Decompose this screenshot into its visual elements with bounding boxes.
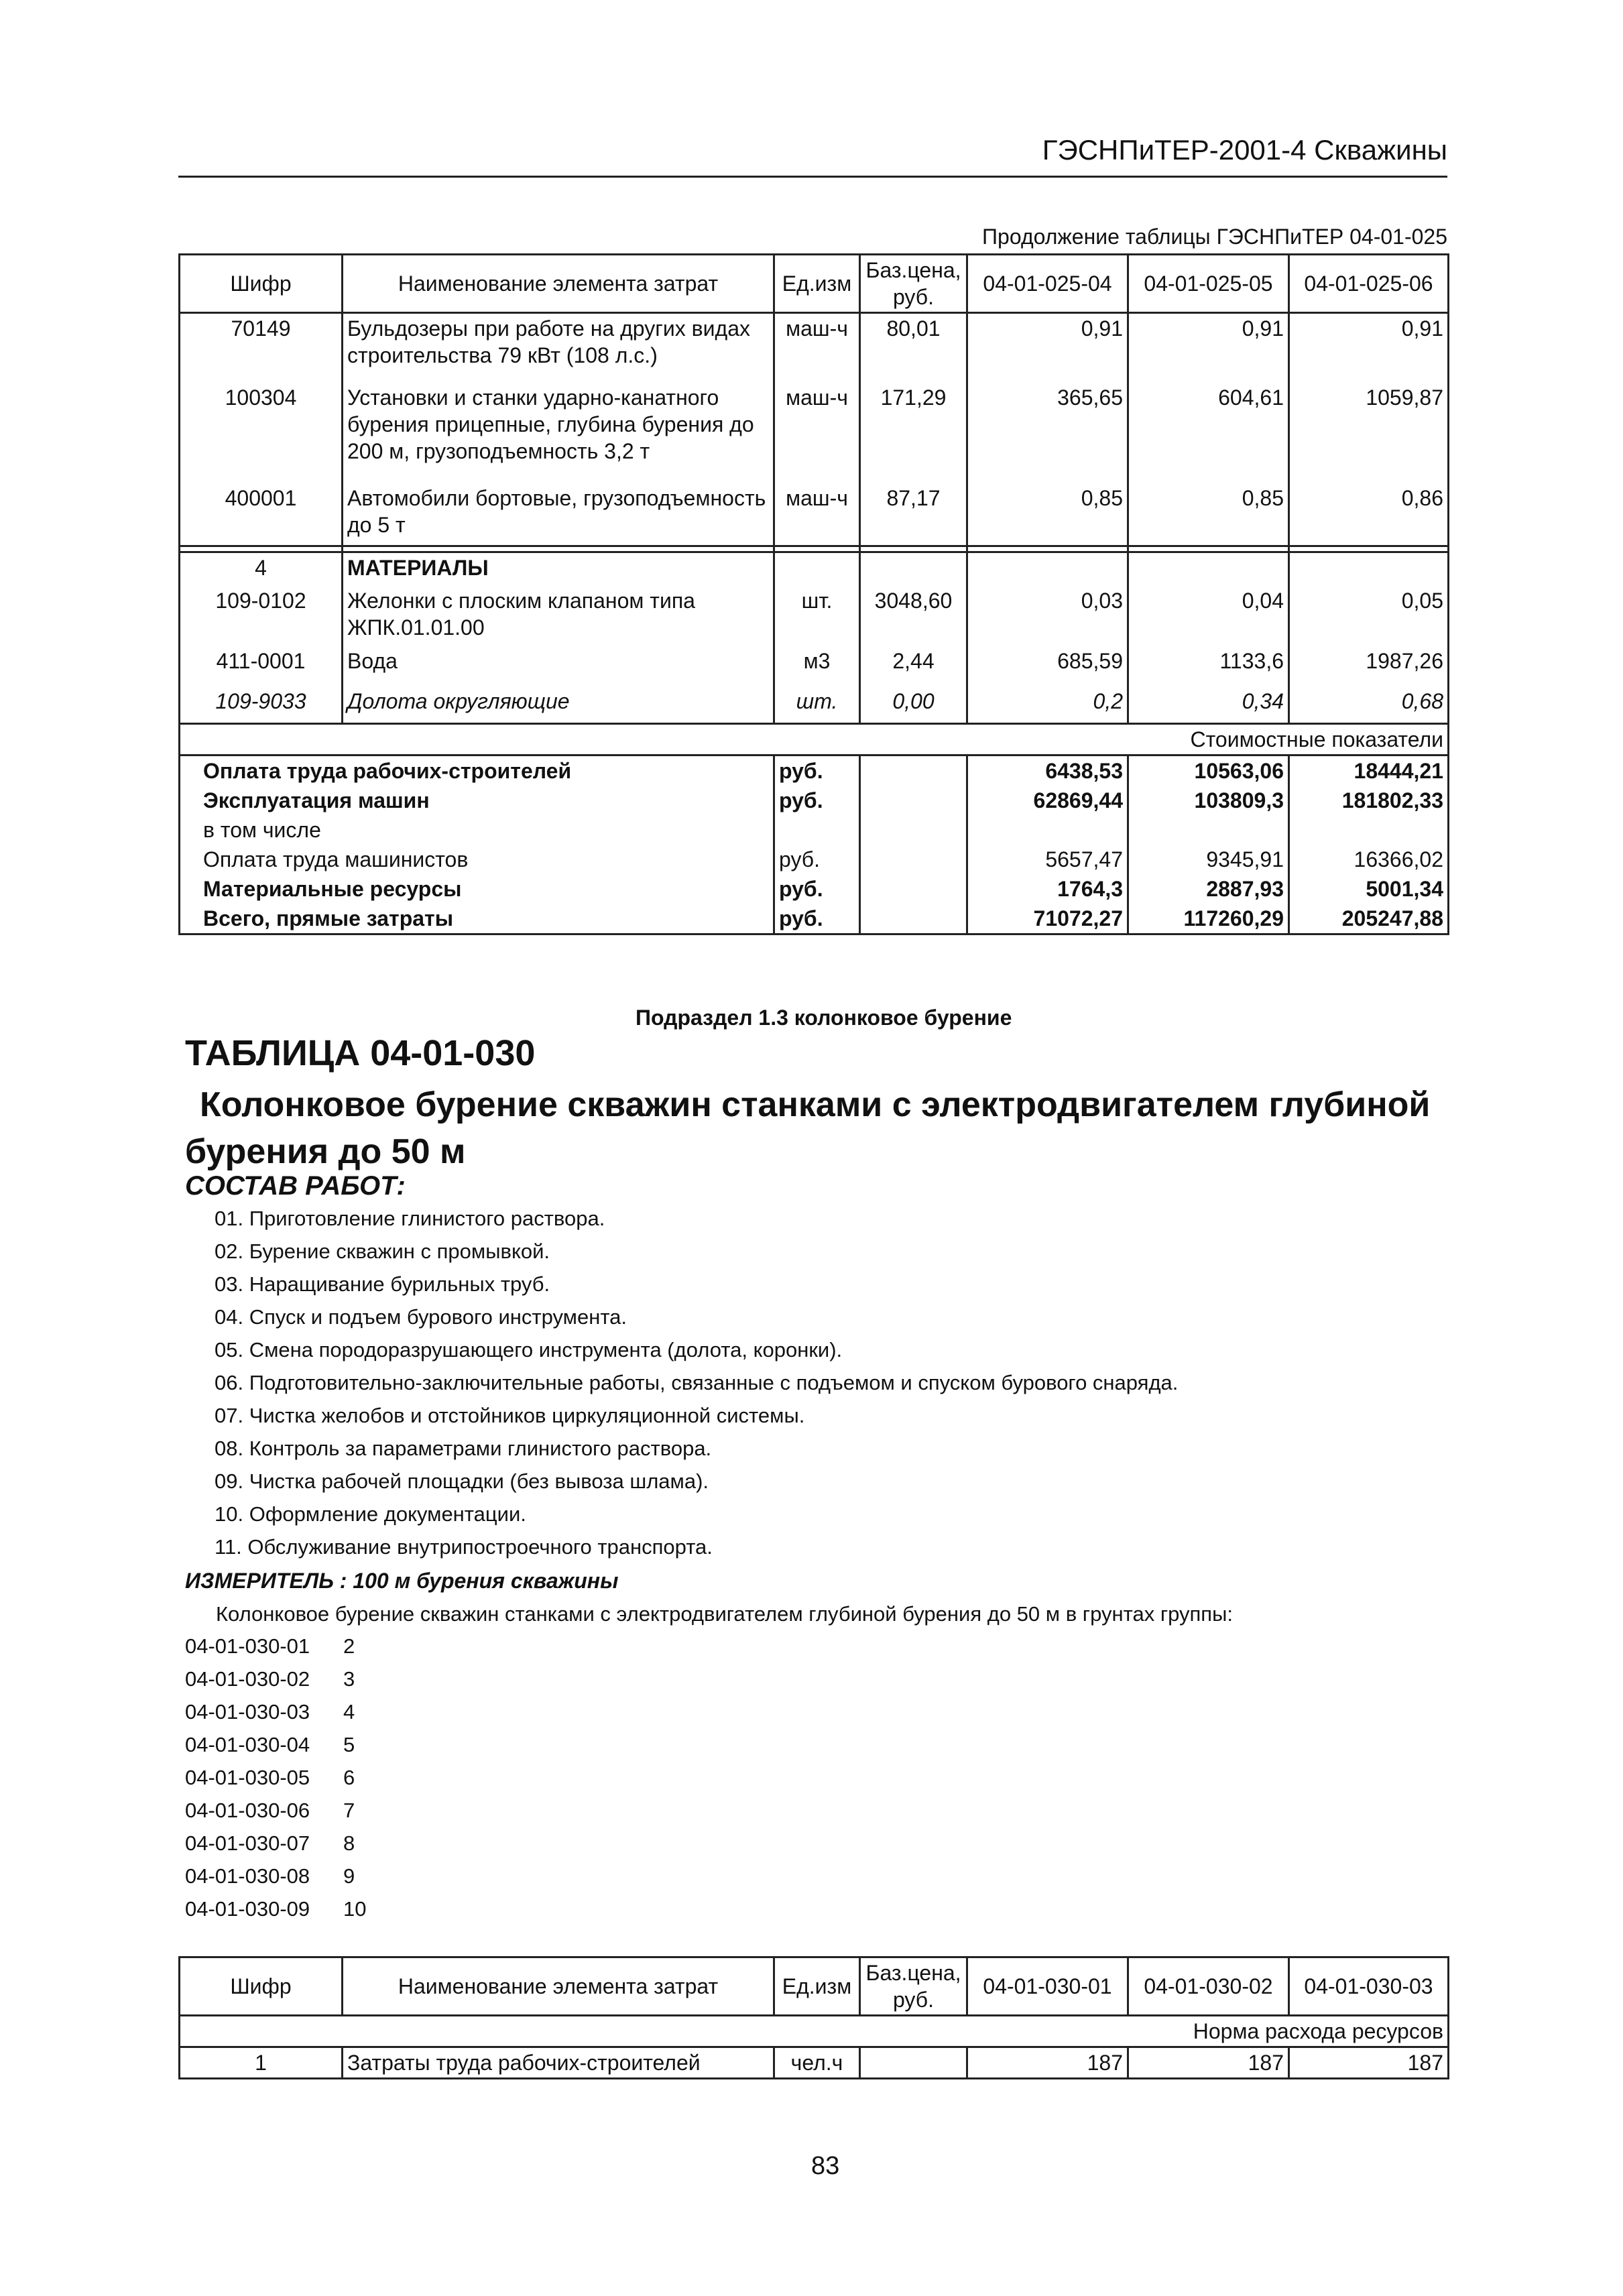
list-item: 11. Обслуживание внутрипостроечного транспорта. bbox=[215, 1535, 713, 1559]
norm-code: 04-01-030-03 bbox=[185, 1700, 310, 1724]
cost-v3: 18444,21 bbox=[1289, 756, 1449, 786]
cell-name: Установки и станки ударно-канатного бурения прицепные, глубина бурения до 200 м, грузоподъемность 3,2 т bbox=[343, 383, 774, 483]
cost-v1: 1764,3 bbox=[967, 874, 1128, 904]
cost-v3: 205247,88 bbox=[1289, 904, 1449, 934]
materials-section-row bbox=[180, 552, 1449, 586]
cost-v3: 181802,33 bbox=[1289, 786, 1449, 815]
cost-indicators-label: Стоимостные показатели bbox=[180, 724, 1449, 756]
table-continuation-note: Продолжение таблицы ГЭСНПиТЕР 04-01-025 bbox=[982, 225, 1447, 249]
cell-unit: шт. bbox=[774, 686, 860, 724]
cost-unit: руб. bbox=[774, 845, 860, 874]
cost-v3: 16366,02 bbox=[1289, 845, 1449, 874]
col-header-v2: 04-01-025-05 bbox=[1128, 255, 1289, 313]
soil-group: 10 bbox=[343, 1897, 367, 1921]
col-header-price: Баз.цена, руб. bbox=[860, 255, 967, 313]
cost-row bbox=[180, 786, 1449, 815]
cost-v2: 10563,06 bbox=[1128, 756, 1289, 786]
subsection-heading: Подраздел 1.3 колонковое бурение bbox=[636, 1006, 1012, 1030]
cell-name: Бульдозеры при работе на других видах строительства 79 кВт (108 л.с.) bbox=[343, 313, 774, 383]
norm-code: 04-01-030-06 bbox=[185, 1799, 310, 1822]
list-item: 10. Оформление документации. bbox=[215, 1502, 526, 1526]
col-header-code: Шифр bbox=[180, 1957, 343, 2016]
cost-row bbox=[180, 756, 1449, 786]
cost-v2 bbox=[1128, 815, 1289, 845]
cell-unit: маш-ч bbox=[774, 383, 860, 483]
norm-code: 04-01-030-02 bbox=[185, 1667, 310, 1691]
list-item: 01. Приготовление глинистого раствора. bbox=[215, 1207, 605, 1230]
cell-v3: 1059,87 bbox=[1289, 383, 1449, 483]
page-number: 83 bbox=[811, 2152, 840, 2180]
cell-unit: шт. bbox=[774, 586, 860, 646]
soil-group: 9 bbox=[343, 1864, 355, 1888]
soil-group: 6 bbox=[343, 1766, 355, 1789]
cost-row bbox=[180, 815, 1449, 845]
cell-v1: 0,85 bbox=[967, 483, 1128, 546]
table-row bbox=[180, 383, 1449, 483]
cell-name: Желонки с плоским клапаном типа ЖПК.01.01.00 bbox=[343, 586, 774, 646]
cell-v3: 0,86 bbox=[1289, 483, 1449, 546]
norm-code: 04-01-030-05 bbox=[185, 1766, 310, 1789]
cost-v2: 117260,29 bbox=[1128, 904, 1289, 934]
cost-unit: руб. bbox=[774, 904, 860, 934]
table-row bbox=[180, 483, 1449, 546]
cell-v1: 365,65 bbox=[967, 383, 1128, 483]
cell-v2: 0,91 bbox=[1128, 313, 1289, 383]
norm-code: 04-01-030-09 bbox=[185, 1897, 310, 1921]
cell-code: 400001 bbox=[180, 483, 343, 546]
cell-unit: маш-ч bbox=[774, 313, 860, 383]
table-header-row bbox=[180, 1957, 1449, 2016]
page-title: Колонковое бурение скважин станками с электродвигателем глубиной бурения до 50 м bbox=[185, 1085, 1431, 1171]
cost-indicators-row bbox=[180, 724, 1449, 756]
col-header-code: Шифр bbox=[180, 255, 343, 313]
soil-group: 4 bbox=[343, 1700, 355, 1724]
cost-v2: 2887,93 bbox=[1128, 874, 1289, 904]
col-header-unit: Ед.изм bbox=[774, 255, 860, 313]
cost-v1: 6438,53 bbox=[967, 756, 1128, 786]
cost-name: Всего, прямые затраты bbox=[180, 904, 774, 934]
cell-price: 87,17 bbox=[860, 483, 967, 546]
list-item: 06. Подготовительно-заключительные работы, связанные с подъемом и спуском бурового снаряда. bbox=[215, 1371, 1179, 1394]
list-item: 03. Наращивание бурильных труб. bbox=[215, 1272, 550, 1296]
cell-v2: 0,85 bbox=[1128, 483, 1289, 546]
cell-v1: 187 bbox=[967, 2047, 1128, 2079]
cell-v1: 0,03 bbox=[967, 586, 1128, 646]
col-header-v2: 04-01-030-02 bbox=[1128, 1957, 1289, 2016]
table-row bbox=[180, 686, 1449, 724]
cost-unit bbox=[774, 815, 860, 845]
col-header-unit: Ед.изм bbox=[774, 1957, 860, 2016]
cost-unit: руб. bbox=[774, 786, 860, 815]
cell-v2: 604,61 bbox=[1128, 383, 1289, 483]
cell-price bbox=[860, 2047, 967, 2079]
table-row bbox=[180, 313, 1449, 383]
cell-v3: 187 bbox=[1289, 2047, 1449, 2079]
col-header-price: Баз.цена, руб. bbox=[860, 1957, 967, 2016]
cell-code: 1 bbox=[180, 2047, 343, 2079]
table-row bbox=[180, 586, 1449, 646]
soil-group: 7 bbox=[343, 1799, 355, 1822]
section-title: МАТЕРИАЛЫ bbox=[343, 552, 774, 586]
cost-name: в том числе bbox=[180, 815, 774, 845]
cell-code: 109-0102 bbox=[180, 586, 343, 646]
cost-v1 bbox=[967, 815, 1128, 845]
cell-v2: 0,04 bbox=[1128, 586, 1289, 646]
list-item: 05. Смена породоразрушающего инструмента (долота, коронки). bbox=[215, 1338, 843, 1362]
cost-v3: 5001,34 bbox=[1289, 874, 1449, 904]
cell-v3: 0,05 bbox=[1289, 586, 1449, 646]
table-header-row bbox=[180, 255, 1449, 313]
norm-code: 04-01-030-04 bbox=[185, 1733, 310, 1756]
col-header-v1: 04-01-030-01 bbox=[967, 1957, 1128, 2016]
intro-text: Колонковое бурение скважин станками с электродвигателем глубиной бурения до 50 м в грунтах группы: bbox=[216, 1602, 1233, 1626]
norm-label: Норма расхода ресурсов bbox=[180, 2016, 1449, 2047]
table-row bbox=[180, 2047, 1449, 2079]
cost-name: Эксплуатация машин bbox=[180, 786, 774, 815]
cost-unit: руб. bbox=[774, 756, 860, 786]
soil-group: 5 bbox=[343, 1733, 355, 1756]
cell-v2: 187 bbox=[1128, 2047, 1289, 2079]
cell-unit: чел.ч bbox=[774, 2047, 860, 2079]
norm-code: 04-01-030-07 bbox=[185, 1831, 310, 1855]
table-row bbox=[180, 646, 1449, 686]
measure-unit: ИЗМЕРИТЕЛЬ : 100 м бурения скважины bbox=[185, 1569, 619, 1593]
cost-v3 bbox=[1289, 815, 1449, 845]
cell-price: 3048,60 bbox=[860, 586, 967, 646]
cell-v1: 685,59 bbox=[967, 646, 1128, 686]
list-item: 04. Спуск и подъем бурового инструмента. bbox=[215, 1305, 627, 1329]
cell-code: 4 bbox=[180, 552, 343, 586]
soil-group: 8 bbox=[343, 1831, 355, 1855]
cell-v3: 0,91 bbox=[1289, 313, 1449, 383]
cell-v3: 0,68 bbox=[1289, 686, 1449, 724]
cell-price: 0,00 bbox=[860, 686, 967, 724]
cell-v1: 0,91 bbox=[967, 313, 1128, 383]
col-header-name: Наименование элемента затрат bbox=[343, 1957, 774, 2016]
cell-name: Автомобили бортовые, грузоподъемность до 5 т bbox=[343, 483, 774, 546]
cost-v2: 103809,3 bbox=[1128, 786, 1289, 815]
norm-code: 04-01-030-08 bbox=[185, 1864, 310, 1888]
cost-name: Материальные ресурсы bbox=[180, 874, 774, 904]
cell-name: Долота округляющие bbox=[343, 686, 774, 724]
cost-v1: 62869,44 bbox=[967, 786, 1128, 815]
soil-group: 3 bbox=[343, 1667, 355, 1691]
list-item: 08. Контроль за параметрами глинистого раствора. bbox=[215, 1437, 712, 1460]
cost-row-total bbox=[180, 904, 1449, 934]
norm-code: 04-01-030-01 bbox=[185, 1634, 310, 1658]
table-id: ТАБЛИЦА 04-01-030 bbox=[185, 1033, 536, 1073]
cell-price: 2,44 bbox=[860, 646, 967, 686]
cell-code: 100304 bbox=[180, 383, 343, 483]
cell-v2: 0,34 bbox=[1128, 686, 1289, 724]
list-item: 09. Чистка рабочей площадки (без вывоза шлама). bbox=[215, 1469, 709, 1493]
header-rule bbox=[178, 176, 1447, 178]
running-header: ГЭСНПиТЕР-2001-4 Скважины bbox=[1042, 134, 1447, 166]
col-header-name: Наименование элемента затрат bbox=[343, 255, 774, 313]
cost-v2: 9345,91 bbox=[1128, 845, 1289, 874]
cost-name: Оплата труда рабочих-строителей bbox=[180, 756, 774, 786]
cost-v1: 5657,47 bbox=[967, 845, 1128, 874]
cost-unit: руб. bbox=[774, 874, 860, 904]
cell-code: 109-9033 bbox=[180, 686, 343, 724]
cost-row bbox=[180, 845, 1449, 874]
cell-v2: 1133,6 bbox=[1128, 646, 1289, 686]
cell-name: Затраты труда рабочих-строителей bbox=[343, 2047, 774, 2079]
norm-label-row bbox=[180, 2016, 1449, 2047]
cell-v3: 1987,26 bbox=[1289, 646, 1449, 686]
cell-name: Вода bbox=[343, 646, 774, 686]
cell-v1: 0,2 bbox=[967, 686, 1128, 724]
cost-v1: 71072,27 bbox=[967, 904, 1128, 934]
works-heading: СОСТАВ РАБОТ: bbox=[185, 1171, 406, 1201]
list-item: 07. Чистка желобов и отстойников циркуляционной системы. bbox=[215, 1404, 805, 1427]
resource-table-04-01-030 bbox=[178, 1956, 1449, 2079]
cell-code: 411-0001 bbox=[180, 646, 343, 686]
cell-price: 171,29 bbox=[860, 383, 967, 483]
cell-unit: м3 bbox=[774, 646, 860, 686]
cost-row bbox=[180, 874, 1449, 904]
cell-unit: маш-ч bbox=[774, 483, 860, 546]
list-item: 02. Бурение скважин с промывкой. bbox=[215, 1240, 550, 1263]
col-header-v3: 04-01-025-06 bbox=[1289, 255, 1449, 313]
cell-price: 80,01 bbox=[860, 313, 967, 383]
cost-name: Оплата труда машинистов bbox=[180, 845, 774, 874]
soil-group: 2 bbox=[343, 1634, 355, 1658]
resource-table-04-01-025 bbox=[178, 253, 1449, 935]
table-divider bbox=[180, 546, 1449, 552]
col-header-v3: 04-01-030-03 bbox=[1289, 1957, 1449, 2016]
col-header-v1: 04-01-025-04 bbox=[967, 255, 1128, 313]
cell-code: 70149 bbox=[180, 313, 343, 383]
